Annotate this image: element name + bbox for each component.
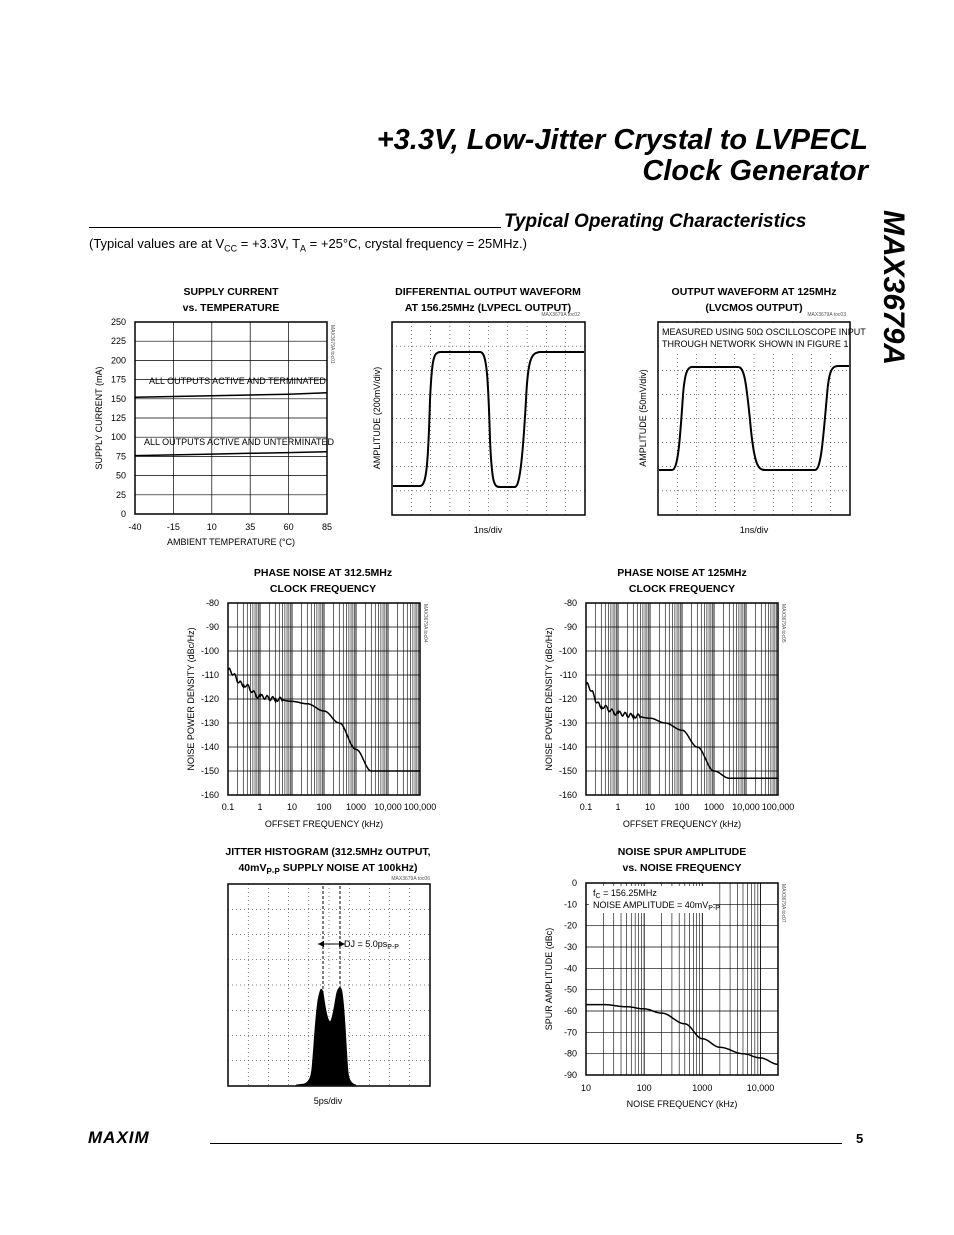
chart4-title: PHASE NOISE AT 312.5MHz CLOCK FREQUENCY [253, 567, 393, 595]
y-tick-label: 50 [115, 470, 126, 481]
x-tick-label: 85 [321, 522, 333, 532]
x-tick-label: 1000 [345, 802, 367, 812]
x-tick-label: 35 [245, 522, 256, 532]
chart5-title: PHASE NOISE AT 125MHz CLOCK FREQUENCY [617, 567, 747, 595]
chart-code: MAX3679A toc05 [780, 604, 786, 643]
chart7-title: NOISE SPUR AMPLITUDE vs. NOISE FREQUENCY [617, 846, 747, 874]
x-tick-label: 100,000 [403, 802, 437, 812]
section-title: Typical Operating Characteristics [504, 211, 807, 232]
chart3-title: OUTPUT WAVEFORM AT 125MHz (LVCMOS OUTPUT) [671, 286, 837, 314]
y-tick-label: -100 [200, 646, 219, 656]
y-tick-label: 125 [110, 413, 126, 423]
y-tick-label: -150 [558, 766, 577, 776]
annotation-noise-amplitude: NOISE AMPLITUDE = $40mV_{P-P}$ [593, 900, 720, 912]
y-tick-label: -90 [563, 622, 577, 632]
x-tick-label: 10 [644, 802, 656, 812]
y-tick-label: 175 [110, 374, 126, 385]
y-tick-label: 225 [110, 336, 126, 347]
y-axis-label: SUPPLY CURRENT (mA) [94, 366, 104, 470]
chart-code: MAX3679A toc04 [422, 604, 428, 643]
y-tick-label: -20 [563, 920, 577, 931]
x-axis-label: 5ps/div [313, 1096, 343, 1106]
y-axis-label: SPUR AMPLITUDE (dBc) [544, 927, 554, 1031]
x-tick-label: 1000 [692, 1083, 713, 1093]
y-tick-label: -150 [200, 766, 219, 776]
y-tick-label: -80 [205, 598, 219, 608]
series-unterminated-label: ALL OUTPUTS ACTIVE AND UNTERMINATED [144, 437, 335, 447]
x-tick-label: 10,000 [746, 1083, 775, 1093]
x-tick-label: 100 [636, 1083, 652, 1093]
x-tick-label: 1 [615, 802, 621, 812]
y-tick-label: -120 [558, 694, 577, 704]
page-title-line2: Clock Generator [642, 155, 868, 187]
x-tick-label: 10 [206, 522, 217, 532]
y-tick-label: -60 [563, 1006, 577, 1016]
x-tick-label: 10 [286, 802, 298, 812]
x-tick-label: 100,000 [761, 802, 795, 812]
y-axis-label: AMPLITUDE (200mV/div) [372, 366, 382, 470]
spur-trace [586, 1005, 778, 1065]
y-tick-label: -80 [563, 598, 577, 608]
y-tick-label: -140 [558, 742, 577, 752]
chart2-title: DIFFERENTIAL OUTPUT WAVEFORM AT 156.25MHz (LVPECL OUTPUT) [395, 286, 581, 314]
y-tick-label: 150 [110, 393, 126, 404]
y-tick-label: -30 [563, 942, 577, 952]
svg-text:MAXIM: MAXIM [88, 1128, 150, 1147]
y-tick-label: -140 [200, 742, 219, 752]
y-tick-label: 100 [110, 432, 126, 443]
y-tick-label: -110 [201, 670, 219, 680]
x-axis-label: OFFSET FREQUENCY (kHz) [264, 819, 384, 829]
x-axis-label: AMBIENT TEMPERATURE (°C) [166, 537, 296, 547]
y-tick-label: -50 [563, 984, 577, 995]
chart-code: MAX3679A toc03 [807, 312, 846, 318]
x-tick-label: 60 [283, 522, 294, 532]
x-tick-label: -15 [166, 522, 180, 532]
y-tick-label: -10 [563, 899, 577, 910]
maxim-logo [88, 1129, 200, 1145]
x-tick-label: 10 [580, 1083, 592, 1093]
x-axis-label: 1ns/div [473, 525, 503, 535]
y-tick-label: -130 [558, 718, 577, 728]
y-tick-label: -160 [558, 790, 577, 800]
y-tick-label: -90 [563, 1070, 577, 1080]
chart6-title: JITTER HISTOGRAM (312.5MHz OUTPUT, $40mV_{P-P}$ SUPPLY NOISE AT 100kHz) [225, 846, 431, 877]
chart-code: MAX3679A toc01 [329, 325, 335, 364]
conditions-text: (Typical values are at $V_{CC} = +3.3V$, $T_A = +25^\circ C$, crystal frequency = 25MHz.) [89, 236, 527, 254]
x-tick-label: 1000 [703, 802, 725, 812]
x-axis-label: OFFSET FREQUENCY (kHz) [622, 819, 742, 829]
y-tick-label: 25 [115, 489, 126, 500]
y-tick-label: -120 [200, 694, 219, 704]
series-terminated-label: ALL OUTPUTS ACTIVE AND TERMINATED [149, 376, 326, 386]
annotation-line2: THROUGH NETWORK SHOWN IN FIGURE 1 [662, 339, 849, 349]
y-tick-label: -90 [205, 622, 219, 632]
y-axis-label: NOISE POWER DENSITY (dBc/Hz) [186, 627, 196, 771]
x-tick-label: 0.1 [579, 802, 593, 812]
x-axis-label: NOISE FREQUENCY (kHz) [626, 1099, 738, 1109]
x-tick-label: 100 [674, 802, 690, 812]
y-tick-label: 0 [120, 509, 126, 519]
y-tick-label: -40 [563, 963, 577, 974]
page-number: 5 [856, 1131, 864, 1146]
x-axis-label: 1ns/div [739, 525, 769, 535]
y-tick-label: -100 [558, 646, 577, 656]
y-tick-label: -160 [200, 790, 219, 800]
chart1-title: SUPPLY CURRENT vs. TEMPERATURE [182, 286, 280, 314]
y-tick-label: 75 [115, 451, 126, 462]
x-tick-label: 100 [316, 802, 332, 812]
y-tick-label: -70 [563, 1027, 577, 1038]
footer-rule [210, 1143, 842, 1144]
y-axis-label: AMPLITUDE (50mV/div) [638, 369, 648, 467]
y-tick-label: -130 [200, 718, 219, 728]
y-tick-label: 250 [110, 317, 126, 327]
chart-code: MAX3679A toc06 [391, 876, 430, 882]
x-tick-label: 10,000 [732, 802, 760, 812]
x-tick-label: 10,000 [374, 802, 402, 812]
chart-code: MAX3679A toc02 [541, 312, 580, 318]
annotation-line1: MEASURED USING 50Ω OSCILLOSCOPE INPUT [662, 327, 866, 337]
y-tick-label: 200 [110, 355, 126, 366]
x-tick-label: 1 [257, 802, 263, 812]
annotation-fc: $f_C = 156.25MHz$ [593, 888, 657, 900]
x-tick-label: 0.1 [221, 802, 235, 812]
page-title-line1: +3.3V, Low-Jitter Crystal to LVPECL [376, 124, 868, 156]
y-axis-label: NOISE POWER DENSITY (dBc/Hz) [544, 627, 554, 771]
part-number: MAX3679A [877, 210, 910, 366]
dj-annotation: DJ = $5.0ps_{P-P}$ [344, 939, 399, 951]
y-tick-label: -80 [563, 1048, 577, 1059]
x-tick-label: -40 [128, 522, 142, 532]
chart-code: MAX3679A toc07 [780, 884, 786, 923]
y-tick-label: -110 [559, 670, 577, 680]
y-tick-label: 0 [571, 878, 577, 888]
